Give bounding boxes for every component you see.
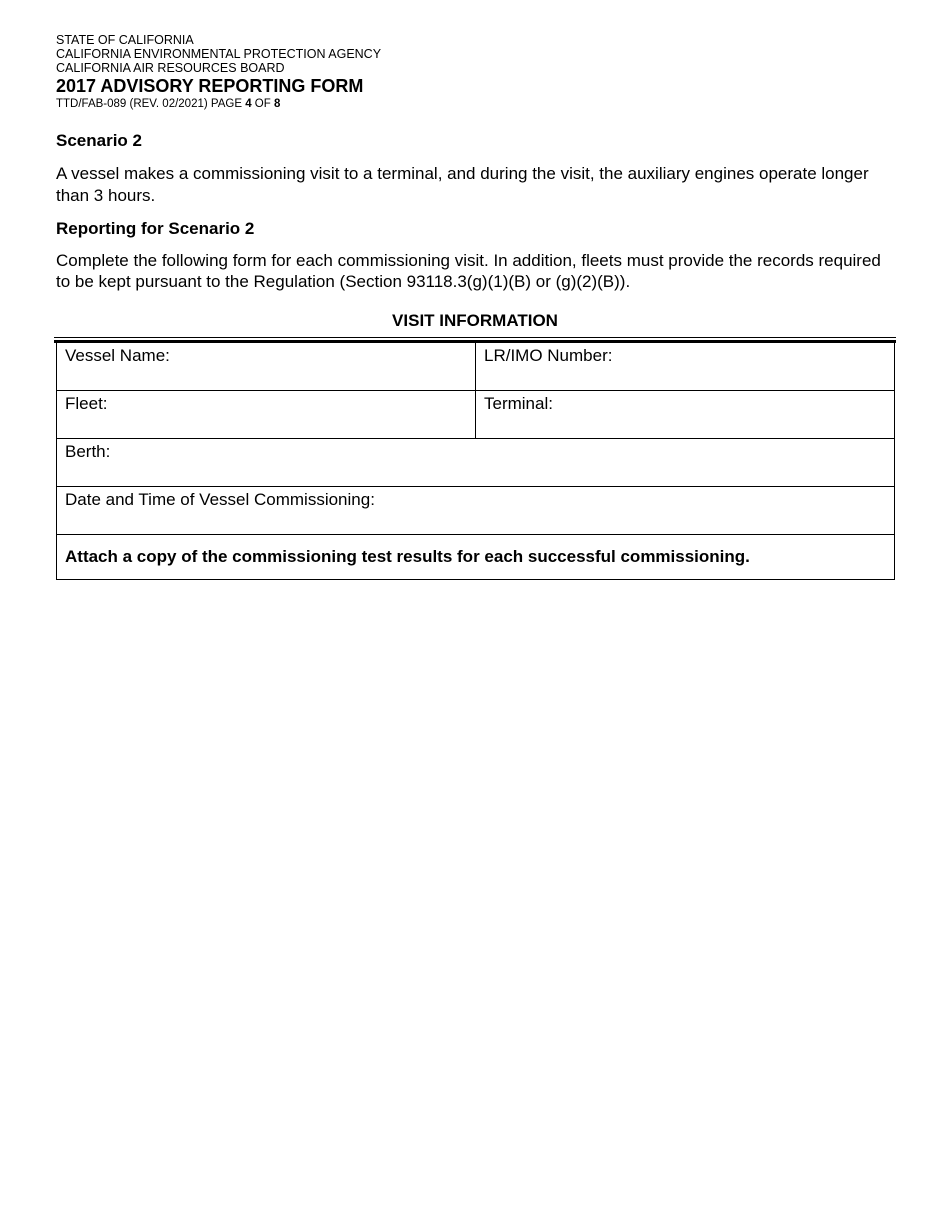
lr-imo-number-label: LR/IMO Number: <box>484 346 613 365</box>
agency-line: CALIFORNIA ENVIRONMENTAL PROTECTION AGENCY <box>56 47 382 61</box>
form-code <box>56 97 894 111</box>
commissioning-datetime-field[interactable] <box>57 487 895 535</box>
terminal-label: Terminal: <box>484 394 553 413</box>
scenario-description: A vessel makes a commissioning visit to a terminal, and during the visit, the auxiliary engines operate longer than 3 hours. <box>56 164 869 205</box>
berth-field[interactable] <box>57 439 895 487</box>
vessel-name-label: Vessel Name: <box>65 346 170 365</box>
reporting-text: Complete the following form for each commissioning visit. In addition, fleets must provide the records required to be kept pursuant to the Regulation (Section 93118.3(g)(1)(B) or (g)(2)(B)). <box>56 251 881 291</box>
reporting-heading: Reporting for Scenario 2 <box>56 219 255 238</box>
form-code-prefix: TTD/FAB-089 (REV. 02/2021) PAGE <box>56 98 246 110</box>
form-title: 2017 ADVISORY REPORTING FORM <box>56 76 364 96</box>
form-page <box>56 33 894 566</box>
vessel-name-field[interactable] <box>57 343 476 391</box>
commissioning-datetime-label: Date and Time of Vessel Commissioning: <box>65 490 375 509</box>
visit-information-table <box>56 343 895 580</box>
table-row <box>57 391 895 439</box>
page-of: OF <box>251 98 274 110</box>
page-total: 8 <box>273 98 281 110</box>
berth-label: Berth: <box>65 442 111 461</box>
agency-header <box>56 33 894 111</box>
state-line: STATE OF CALIFORNIA <box>56 33 194 47</box>
page-current: 4 <box>245 98 252 110</box>
table-row <box>57 487 895 535</box>
scenario-heading: Scenario 2 <box>56 131 142 150</box>
table-row <box>57 439 895 487</box>
attach-note: Attach a copy of the commissioning test results for each successful commissioning. <box>57 535 895 580</box>
table-row <box>57 535 895 580</box>
fleet-field[interactable] <box>57 391 476 439</box>
terminal-field[interactable] <box>476 391 895 439</box>
visit-information-title: VISIT INFORMATION <box>392 311 558 330</box>
table-row <box>57 343 895 391</box>
fleet-label: Fleet: <box>65 394 108 413</box>
lr-imo-number-field[interactable] <box>476 343 895 391</box>
board-line: CALIFORNIA AIR RESOURCES BOARD <box>56 61 285 75</box>
